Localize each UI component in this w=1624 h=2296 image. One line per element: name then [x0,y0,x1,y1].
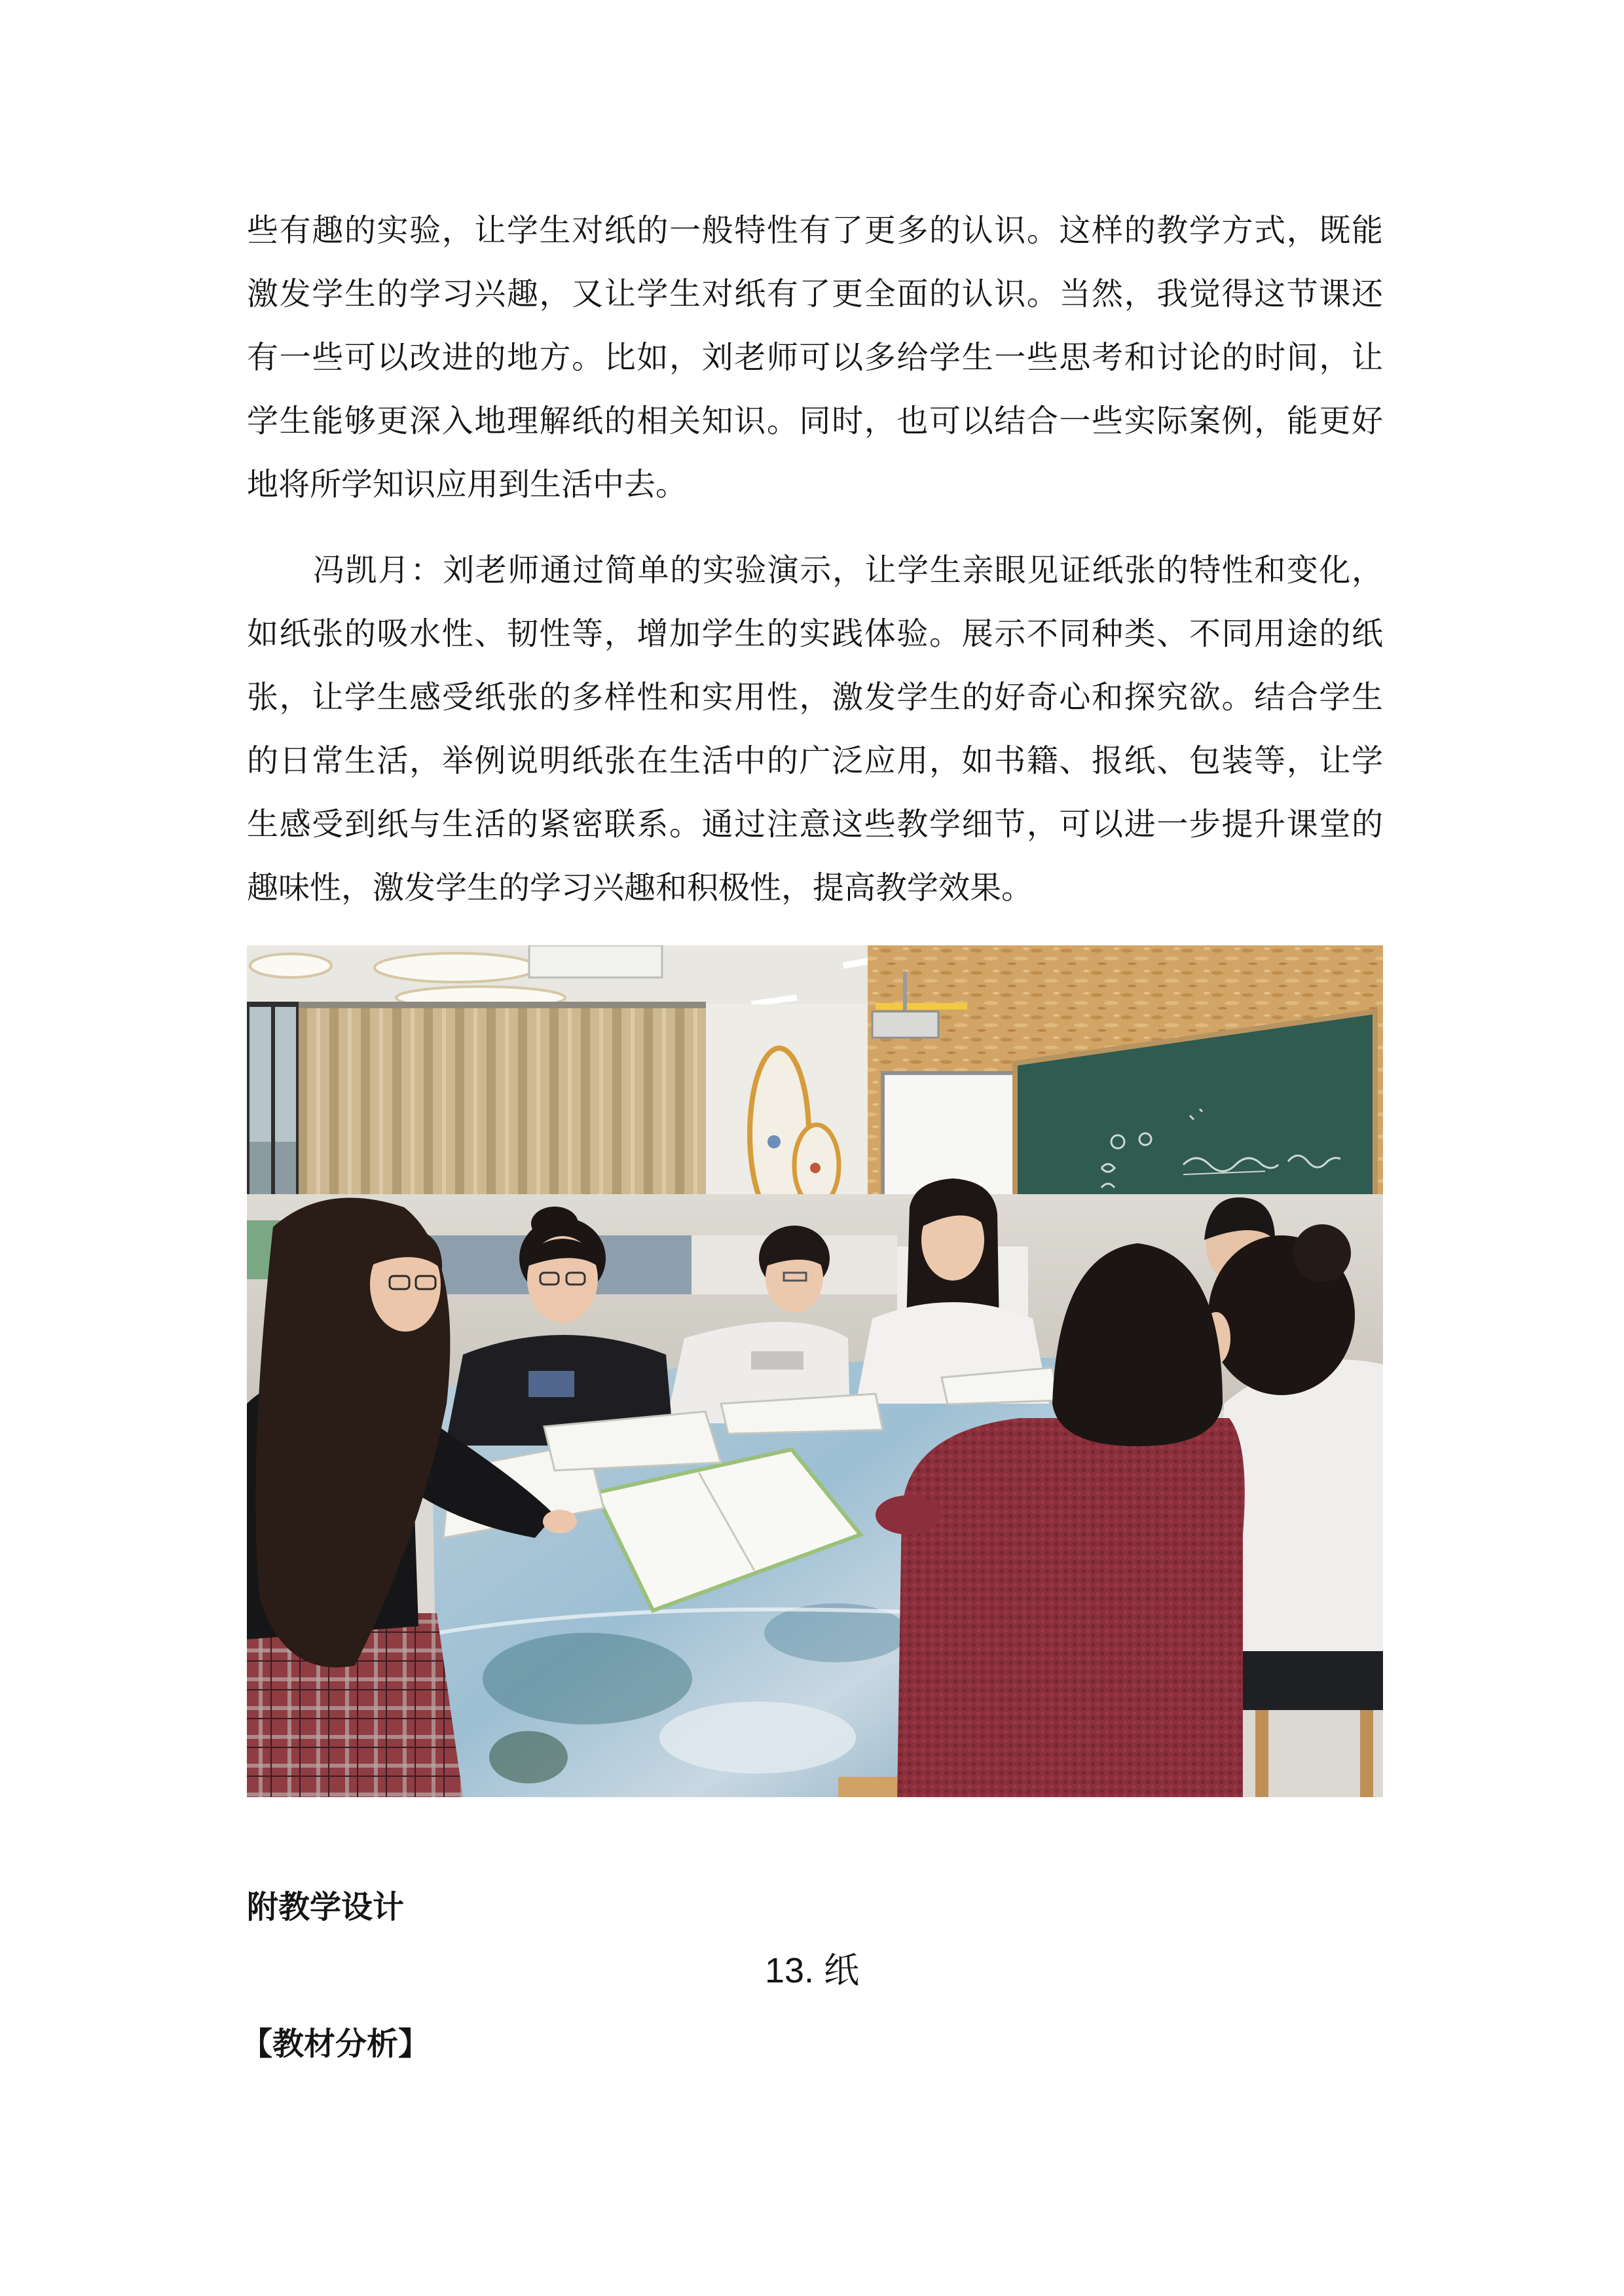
lesson-title: 13. 纸 [764,1951,860,1990]
photo-window [247,1004,299,1201]
paragraph-line: 的日常生活，举例说明纸张在生活中的广泛应用，如书籍、报纸、包装等，让学 [247,742,1383,779]
paragraph-feedback-continued [247,199,1383,517]
paragraph-line: 地将所学知识应用到生活中去。 [247,466,688,503]
paragraph-feng-kaiyue [247,539,1383,920]
paragraph-line: 冯凯月：刘老师通过简单的实验演示，让学生亲眼见证纸张的特性和变化， [313,552,1383,589]
paragraph-line: 学生能够更深入地理解纸的相关知识。同时，也可以结合一些实际案例，能更好 [247,403,1383,439]
paragraph-line: 有一些可以改进的地方。比如，刘老师可以多给学生一些思考和讨论的时间，让 [247,339,1383,376]
photo-stool [838,1777,897,1797]
paragraph-line: 生感受到纸与生活的紧密联系。通过注意这些教学细节，可以进一步提升课堂的 [247,806,1383,843]
air-conditioner [529,945,662,977]
paragraph-line: 如纸张的吸水性、韧性等，增加学生的实践体验。展示不同种类、不同用途的纸 [247,615,1383,652]
classroom-photo [247,945,1383,1797]
paragraph-line: 趣味性，激发学生的学习兴趣和积极性，提高教学效果。 [247,869,1033,906]
section-heading: 【教材分析】 [241,2026,430,2062]
paragraph-line: 激发学生的学习兴趣，又让学生对纸有了更全面的认识。当然，我觉得这节课还 [247,276,1383,312]
appendix-label: 附教学设计 [247,1889,405,1925]
photo-curtains [299,1002,706,1203]
paragraph-line: 张，让学生感受纸张的多样性和实用性，激发学生的好奇心和探究欲。结合学生 [247,679,1383,716]
paragraph-line: 些有趣的实验，让学生对纸的一般特性有了更多的认识。这样的教学方式，既能 [247,212,1383,249]
